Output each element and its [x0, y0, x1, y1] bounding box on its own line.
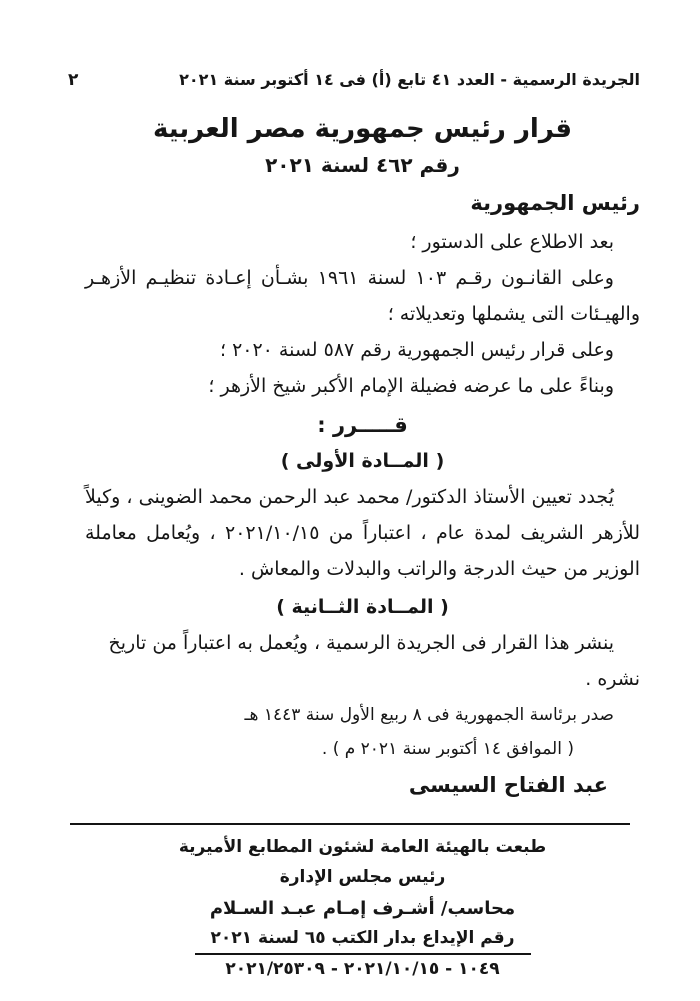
footer-chairman-name: محاسب/ أشـرف إمـام عبـد السـلام	[209, 898, 516, 919]
president-signature: عبد الفتاح السيسى	[408, 773, 608, 797]
preamble-line-constitution: بعد الاطلاع على الدستور ؛	[410, 231, 614, 253]
issuer-heading: رئيس الجمهورية	[470, 191, 640, 215]
preamble-line-decree-587: وعلى قرار رئيس الجمهورية رقم ٥٨٧ لسنة ٢٠٢٠ ؛	[219, 339, 614, 361]
decree-title: قرار رئيس جمهورية مصر العربية	[152, 114, 573, 144]
footer-printed-by: طبعت بالهيئة العامة لشئون المطابع الأميرية	[178, 837, 547, 857]
decision-word: قـــــرر :	[317, 413, 408, 437]
footer-divider	[70, 823, 630, 825]
article-2-heading: ( المــادة الثــانية )	[276, 596, 449, 618]
preamble-line-grand-imam: وبناءً على ما عرضه فضيلة الإمام الأكبر شيخ الأزهر ؛	[208, 375, 614, 397]
preamble-line-law-103: وعلى القانـون رقـم ١٠٣ لسنة ١٩٦١ بشـأن إعـادة تنظيـم الأزهـر والهيـئات التى يشملها وتعديلاته ؛	[85, 267, 640, 325]
print-code-line: ١٠٤٩ - ٢٠٢١/١٠/١٥ - ٢٠٢١/٢٥٣٠٩	[225, 959, 500, 979]
issued-date-hijri: صدر برئاسة الجمهورية فى ٨ ربيع الأول سنة ١٤٤٣ هـ	[244, 705, 614, 725]
gazette-title-line: الجريدة الرسمية - العدد ٤١ تابع (أ) فى ١٤ أكتوبر سنة ٢٠٢١	[179, 70, 640, 89]
page-header	[68, 70, 640, 90]
article-1-heading: ( المــادة الأولى )	[280, 450, 445, 472]
article-2-body: ينشر هذا القرار فى الجريدة الرسمية ، ويُعمل به اعتباراً من تاريخ نشره .	[108, 632, 640, 690]
deposit-number-line: رقم الإيداع بدار الكتب ٦٥ لسنة ٢٠٢١	[195, 924, 531, 955]
article-1-body: يُجدد تعيين الأستاذ الدكتور/ محمد عبد الرحمن محمد الضوينى ، وكيلاً للأزهر الشريف لمدة عام ، اعتباراً من ٢٠٢١/١٠/١٥ ، ويُعامل معاملة الوزير من حيث الدرجة والراتب والبدلات والمعاش .	[85, 486, 640, 580]
footer-chairman-title: رئيس مجلس الإدارة	[279, 867, 446, 887]
issued-date-gregorian: ( الموافق ١٤ أكتوبر سنة ٢٠٢١ م ) .	[321, 739, 574, 759]
page-number: ٢	[68, 70, 79, 90]
decree-number: رقم ٤٦٢ لسنة ٢٠٢١	[265, 153, 460, 177]
deposit-block	[195, 924, 531, 983]
